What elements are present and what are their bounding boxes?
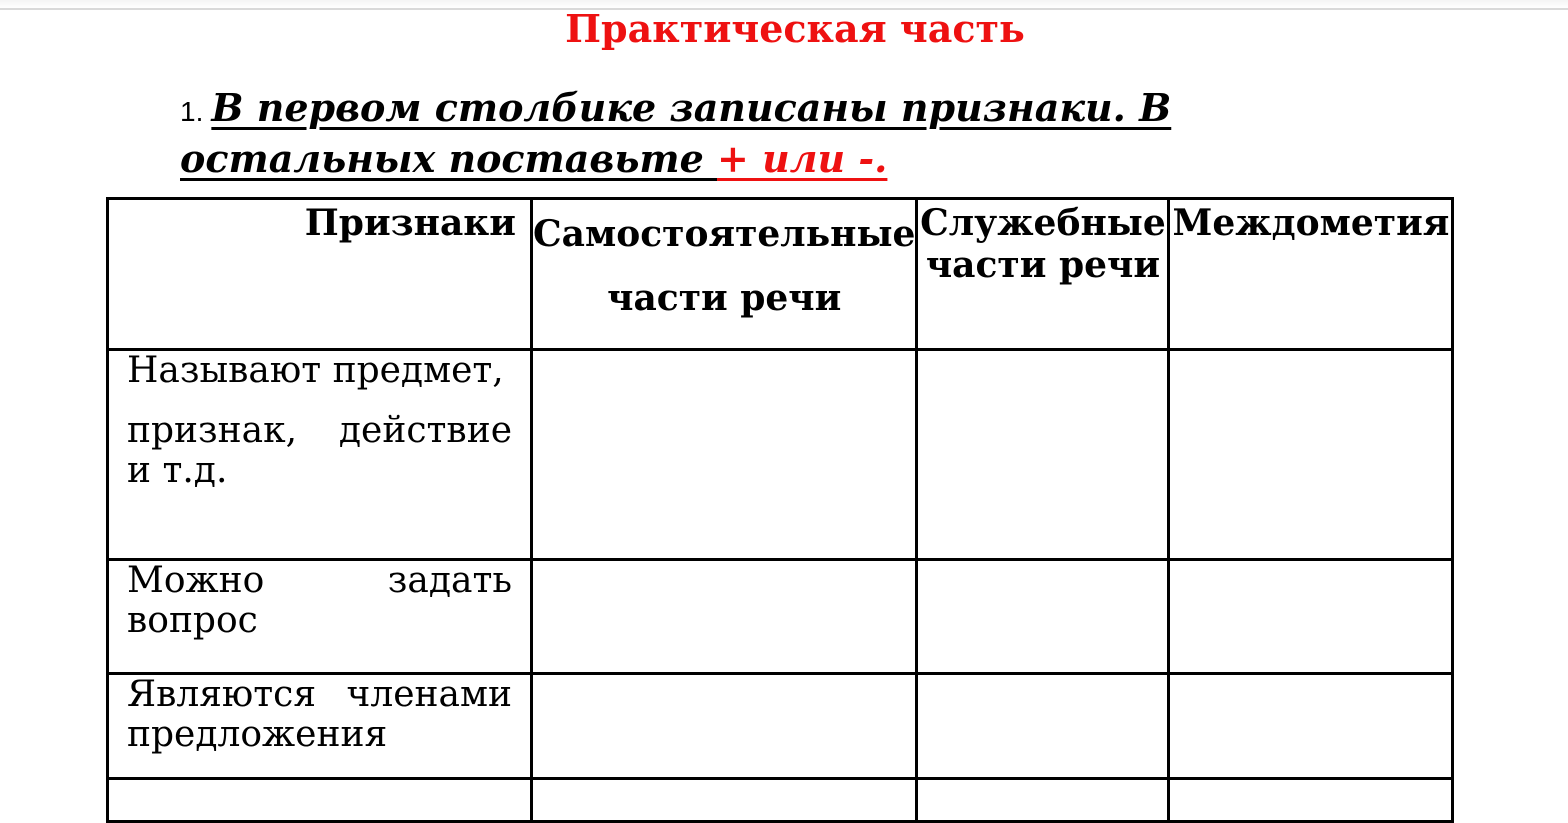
header-signs: Признаки <box>108 199 532 350</box>
page-title: Практическая часть <box>565 6 1025 51</box>
answer-cell[interactable] <box>532 674 917 779</box>
header-service: Служебные части речи <box>917 199 1169 350</box>
signs-table <box>106 197 1454 823</box>
row-label-line: Можно задать вопрос <box>127 560 512 641</box>
row-label-line: Являются членами предложения <box>127 674 512 755</box>
table-row <box>108 674 1453 779</box>
table-row <box>108 350 1453 560</box>
answer-cell[interactable] <box>532 560 917 674</box>
row-label <box>108 674 532 779</box>
task-statement <box>180 84 1280 182</box>
answer-cell[interactable] <box>532 779 917 822</box>
row-label-line: Называют предмет, <box>127 350 504 391</box>
answer-cell[interactable] <box>532 350 917 560</box>
row-label <box>108 350 532 560</box>
table-row <box>108 560 1453 674</box>
answer-cell[interactable] <box>917 674 1169 779</box>
answer-cell[interactable] <box>1169 350 1453 560</box>
answer-cell[interactable] <box>1169 560 1453 674</box>
header-independent: Самостоятельные части речи <box>532 199 917 350</box>
table-header-row <box>108 199 1453 350</box>
task-text-line2: остальных поставьте <box>180 136 718 181</box>
task-number: 1. <box>180 96 204 127</box>
answer-cell[interactable] <box>1169 779 1453 822</box>
task-text-red: + или -. <box>717 136 888 181</box>
answer-cell[interactable] <box>1169 674 1453 779</box>
answer-cell[interactable] <box>917 350 1169 560</box>
header-interjections: Междометия <box>1169 199 1453 350</box>
row-label-line: признак, действие и т.д. <box>127 410 512 491</box>
row-label <box>108 560 532 674</box>
task-text-line1: В первом столбике записаны признаки. В <box>211 85 1172 130</box>
table-row <box>108 779 1453 822</box>
answer-cell[interactable] <box>917 779 1169 822</box>
answer-cell[interactable] <box>917 560 1169 674</box>
answer-cell <box>108 779 532 822</box>
